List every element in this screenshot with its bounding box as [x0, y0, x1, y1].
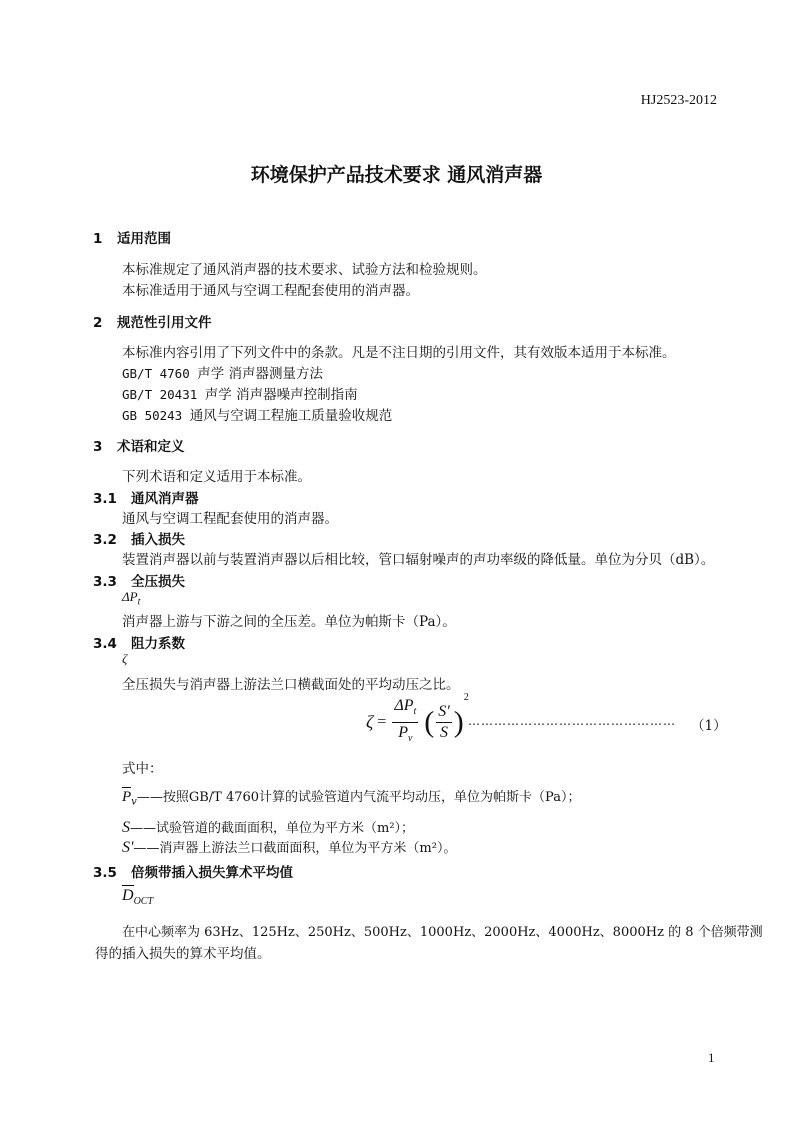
section-2-intro: 本标准内容引用了下列文件中的条款。凡是不注日期的引用文件，其有效版本适用于本标准。: [122, 345, 676, 361]
reference-item: GB/T 4760 声学 消声器测量方法: [122, 366, 324, 382]
formula-fraction-area: $\frac{S'}{S}$: [438, 703, 450, 742]
section-2-heading: 2 规范性引用文件: [93, 315, 212, 331]
section-3-intro: 下列术语和定义适用于本标准。: [122, 469, 311, 485]
variable-definition-pv: $P_v——$按照GB/T 4760计算的试验管道内气流平均动压，单位为帕斯卡（Pa）；: [122, 789, 581, 808]
term-3-5-heading: 3.5 倍频带插入损失算术平均值: [93, 865, 293, 881]
term-3-2-heading: 3.2 插入损失: [93, 532, 185, 548]
page-title: 环境保护产品技术要求 通风消声器: [250, 164, 543, 186]
term-3-5-symbol: $D_{OCT}$: [122, 887, 154, 908]
where-label: 式中：: [122, 761, 163, 777]
term-3-1-heading: 3.1 通风消声器: [93, 491, 199, 507]
term-3-3-symbol: $\Delta P_t$: [122, 589, 141, 608]
section-1-paragraph-2: 本标准适用于通风与空调工程配套使用的消声器。: [122, 283, 419, 299]
term-3-3-definition: 消声器上游与下游之间的全压差。单位为帕斯卡（Pa）。: [122, 614, 456, 630]
section-3-heading: 3 术语和定义: [93, 439, 185, 455]
term-3-4-definition: 全压损失与消声器上游法兰口横截面处的平均动压之比。: [122, 677, 460, 693]
section-1-heading: 1 适用范围: [93, 231, 171, 247]
page-number: 1: [708, 1050, 715, 1065]
variable-definition-s: S——试验管道的截面面积，单位为平方米（m²）；: [122, 819, 415, 836]
term-3-2-definition: 装置消声器以前与装置消声器以后相比较，管口辐射噪声的声功率级的降低量。单位为分贝（dB）。: [122, 552, 715, 568]
section-1-paragraph-1: 本标准规定了通风消声器的技术要求、试验方法和检验规则。: [122, 262, 487, 278]
formula-leader-dots: …………………………………………: [468, 714, 676, 728]
term-3-4-symbol: ζ: [122, 651, 128, 666]
reference-item: GB/T 20431 声学 消声器噪声控制指南: [122, 387, 358, 403]
term-3-4-heading: 3.4 阻力系数: [93, 636, 185, 652]
term-3-5-definition-line-2: 得的插入损失的算术平均值。: [95, 946, 271, 962]
formula-1: ζ = $\frac{\Delta P_t}{P_v}$ ( $\frac{S'}{S}$ )$^2$: [366, 696, 469, 748]
term-3-3-heading: 3.3 全压损失: [93, 574, 185, 590]
formula-number: （1）: [691, 718, 727, 734]
document-number: HJ2523-2012: [640, 93, 717, 108]
term-3-5-definition-line-1: 在中心频率为 63Hz、125Hz、250Hz、500Hz、1000Hz、2000Hz、4000Hz、8000Hz 的 8 个倍频带测: [122, 925, 763, 940]
formula-fraction-pressure: $\frac{\Delta P_t}{P_v}$: [394, 697, 417, 745]
reference-item: GB 50243 通风与空调工程施工质量验收规范: [122, 408, 393, 424]
term-3-1-definition: 通风与空调工程配套使用的消声器。: [122, 511, 338, 527]
variable-definition-s-prime: S'——消声器上游法兰口截面面积，单位为平方米（m²）。: [122, 839, 457, 856]
